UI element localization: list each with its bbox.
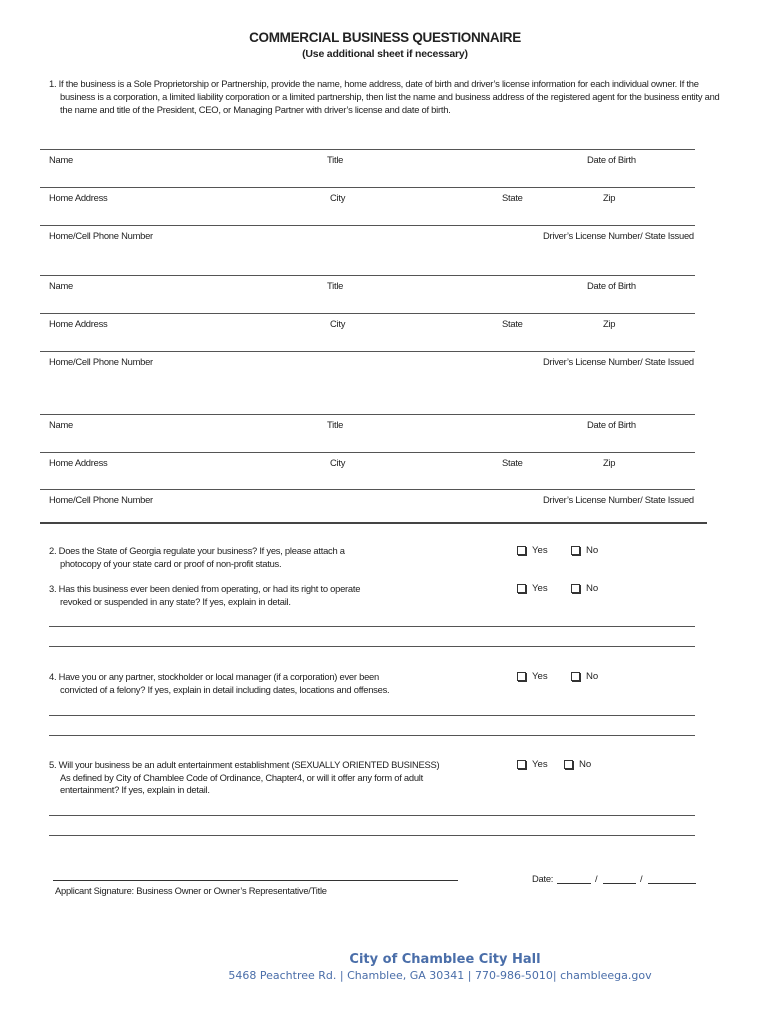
divider-line xyxy=(40,489,695,490)
q3-answer-line[interactable] xyxy=(49,626,695,627)
dob-label: Date of Birth xyxy=(587,154,636,165)
question-4-text: 4. Have you or any partner, stockholder or local manager (if a corporation) ever been convicted of a felony? If yes, explain in detail including dates, locations and offenses. xyxy=(49,671,390,695)
divider-line xyxy=(40,275,695,276)
form-subtitle: (Use additional sheet if necessary) xyxy=(302,48,468,60)
divider-line xyxy=(40,225,695,226)
license-label: Driver’s License Number/ State Issued xyxy=(543,230,694,241)
checkbox-icon[interactable] xyxy=(564,760,573,769)
city-label: City xyxy=(330,318,346,329)
q5-answer-line[interactable] xyxy=(49,835,695,836)
home-address-label: Home Address xyxy=(49,192,108,203)
signature-line[interactable] xyxy=(53,880,458,881)
checkbox-icon[interactable] xyxy=(571,672,580,681)
q5-answer-line[interactable] xyxy=(49,815,695,816)
state-label: State xyxy=(502,457,523,468)
q5-yes-checkbox[interactable]: Yes xyxy=(517,759,548,770)
license-label: Driver’s License Number/ State Issued xyxy=(543,494,694,505)
checkbox-icon[interactable] xyxy=(517,546,526,555)
checkbox-icon[interactable] xyxy=(517,760,526,769)
checkbox-icon[interactable] xyxy=(571,584,580,593)
date-label: Date: xyxy=(532,873,554,884)
q3-no-checkbox[interactable]: No xyxy=(571,583,598,594)
zip-label: Zip xyxy=(603,318,616,329)
date-separator: / xyxy=(640,873,643,884)
state-label: State xyxy=(502,192,523,203)
question-2-text: 2. Does the State of Georgia regulate your business? If yes, please attach a photocopy of your state card or proof of non-profit status. xyxy=(49,545,345,569)
checkbox-icon[interactable] xyxy=(517,584,526,593)
q3-yes-checkbox[interactable]: Yes xyxy=(517,583,548,594)
phone-label: Home/Cell Phone Number xyxy=(49,494,153,505)
date-month-field[interactable] xyxy=(557,883,591,884)
city-label: City xyxy=(330,192,346,203)
date-day-field[interactable] xyxy=(603,883,636,884)
phone-label: Home/Cell Phone Number xyxy=(49,356,153,367)
name-label: Name xyxy=(49,154,74,165)
question-1-text: 1. If the business is a Sole Proprietorship or Partnership, provide the name, home address, date of birth and driver’s license information for each individual owner. If the business is a corporation, a limited liability corporation or a limited partnership, then list the name and business address of the registered agent for the business entity and the name and title of the President, CEO, or Managing Partner with driver’s license and date of birth. xyxy=(49,78,720,115)
title-label: Title xyxy=(327,280,344,291)
question-5-text: 5. Will your business be an adult entertainment establishment (SEXUALLY ORIENTED BUSINESS) As defined by City of Chamblee Code of Ordinance, Chapter4, or will it offer any form of adult entertainment? If yes, explain in detail. xyxy=(49,759,440,795)
divider-line xyxy=(40,452,695,453)
divider-line xyxy=(40,414,695,415)
footer-title: City of Chamblee City Hall xyxy=(349,952,541,967)
name-label: Name xyxy=(49,419,74,430)
divider-line xyxy=(40,149,695,150)
city-label: City xyxy=(330,457,346,468)
license-label: Driver’s License Number/ State Issued xyxy=(543,356,694,367)
zip-label: Zip xyxy=(603,457,616,468)
name-label: Name xyxy=(49,280,74,291)
divider-line xyxy=(40,187,695,188)
state-label: State xyxy=(502,318,523,329)
divider-line xyxy=(40,313,695,314)
date-year-field[interactable] xyxy=(648,883,696,884)
q4-no-checkbox[interactable]: No xyxy=(571,671,598,682)
q2-yes-checkbox[interactable]: Yes xyxy=(517,545,548,556)
home-address-label: Home Address xyxy=(49,457,108,468)
q4-yes-checkbox[interactable]: Yes xyxy=(517,671,548,682)
section-divider xyxy=(40,522,707,524)
divider-line xyxy=(40,351,695,352)
home-address-label: Home Address xyxy=(49,318,108,329)
form-title: COMMERCIAL BUSINESS QUESTIONNAIRE xyxy=(249,30,521,45)
footer-address: 5468 Peachtree Rd. | Chamblee, GA 30341 | 770-986-5010| chambleega.gov xyxy=(228,969,652,982)
q4-answer-line[interactable] xyxy=(49,735,695,736)
date-separator: / xyxy=(595,873,598,884)
title-label: Title xyxy=(327,154,344,165)
q4-answer-line[interactable] xyxy=(49,715,695,716)
question-3-text: 3. Has this business ever been denied from operating, or had its right to operate revoked or suspended in any state? If yes, explain in detail. xyxy=(49,583,361,607)
signature-label: Applicant Signature: Business Owner or Owner’s Representative/Title xyxy=(55,885,327,896)
q3-answer-line[interactable] xyxy=(49,646,695,647)
dob-label: Date of Birth xyxy=(587,419,636,430)
phone-label: Home/Cell Phone Number xyxy=(49,230,153,241)
checkbox-icon[interactable] xyxy=(517,672,526,681)
checkbox-icon[interactable] xyxy=(571,546,580,555)
title-label: Title xyxy=(327,419,344,430)
q2-no-checkbox[interactable]: No xyxy=(571,545,598,556)
dob-label: Date of Birth xyxy=(587,280,636,291)
q5-no-checkbox[interactable]: No xyxy=(564,759,591,770)
zip-label: Zip xyxy=(603,192,616,203)
